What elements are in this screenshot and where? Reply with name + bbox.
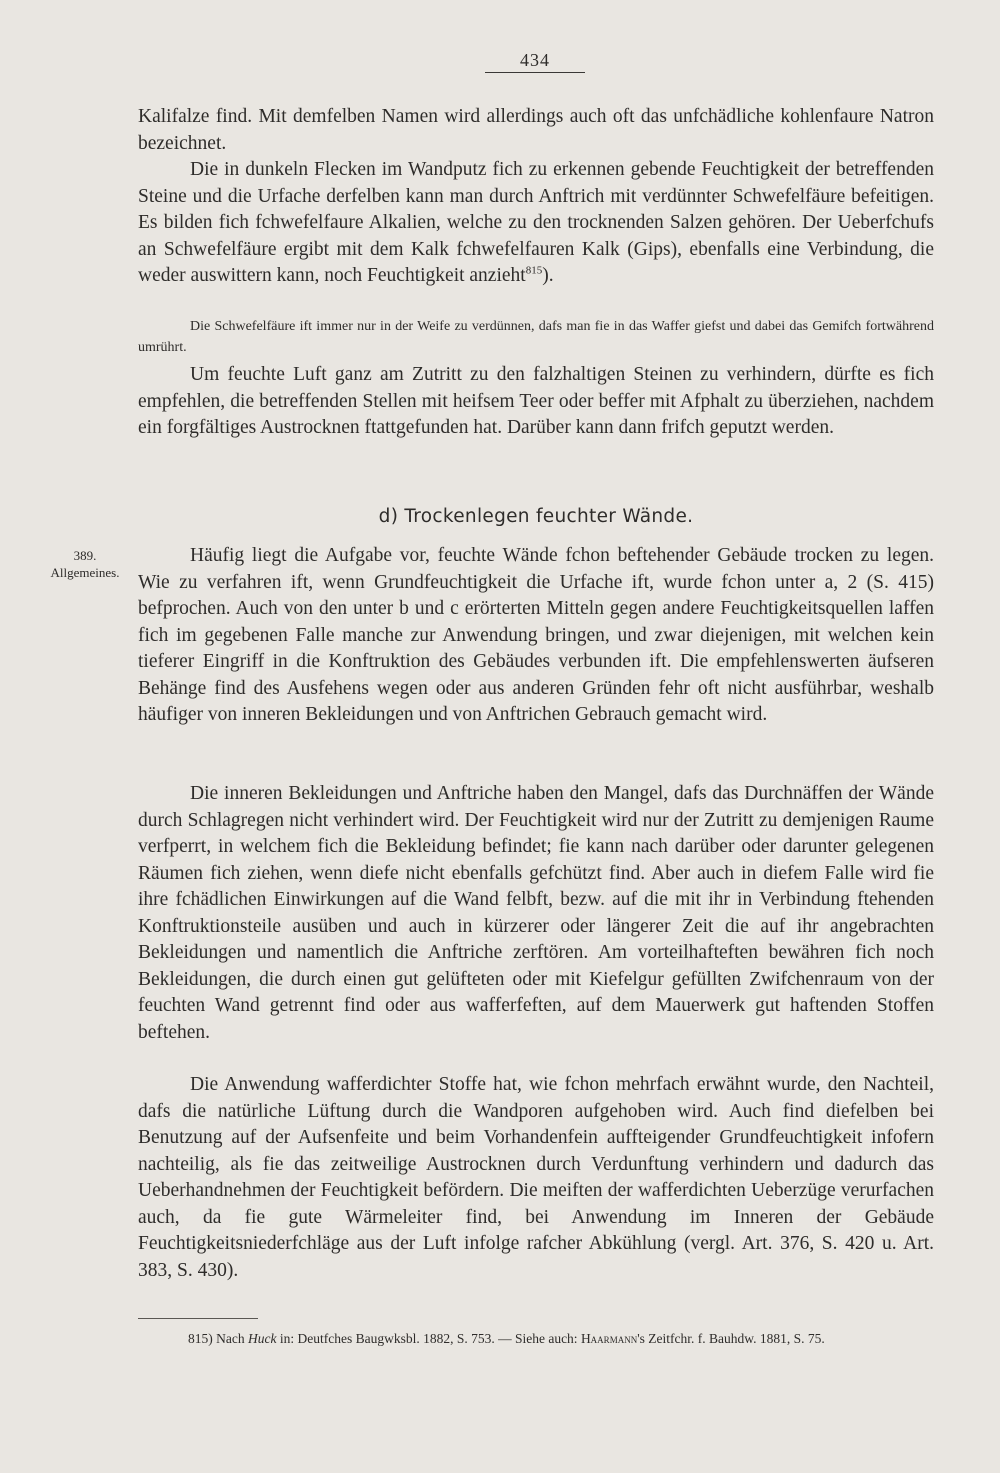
paragraph-schwefelsaeure (138, 157, 934, 290)
paragraph-feuchte-luft: Um feuchte Luft ganz am Zutritt zu den falzhaltigen Steinen zu verhindern, dürfte es fich empfehlen, die betreffenden Stellen mit heifsem Teer oder beffer mit Afphalt zu überziehen, nachdem ein forgfältiges Austrocknen ftattgefunden hat. Darüber kann dann frifch geputzt werden. (138, 364, 934, 438)
paragraph-text: Die in dunkeln Flecken im Wandputz fich zu erkennen gebende Feuchtigkeit der betreffenden Steine und die Urfache derfelben kann man durch Anftrich mit verdünnter Schwefelfäure befeitigen. Es bilden fich fchwefelfaure Alkalien, welche zu den trocknenden Salzen gehören. Der Ueberfchufs an Schwefelfäure ergibt mit dem Kalk fchwefelfauren Kalk (Gips), ebenfalls eine Verbindung, die weder auswittern kann, noch Feuchtigkeit anzieht (138, 159, 934, 286)
margin-article-number: 389. (73, 548, 97, 563)
paragraph-wasserdichte-stoffe: Die Anwendung wafferdichter Stoffe hat, wie fchon mehrfach erwähnt wurde, den Nachteil, dafs die natürliche Lüftung durch die Wandporen aufgehoben wird. Auch find diefelben bei Benutzung auf der Aufsenfeite und beim Vorhandenfein auffteigender Grundfeuchtigkeit infofern nachteilig, als fie das zeitweilige Austrocknen durch Verdunftung verhindern und dadurch das Ueberhandnehmen der Feuchtigkeit befördern. Die meiften der wafferdichten Ueberzüge verurfachen auch, da fie gute Wärmeleiter find, bei Anwendung im Inneren der Gebäude Feuchtigkeitsniederfchläge aus der Luft infolge rafcher Abkühlung (vergl. Art. 376, S. 420 u. Art. 383, S. 430). (138, 1074, 934, 1281)
footnote-text-after: 's Zeitfchr. f. Bauhdw. 1881, S. 75. (637, 1331, 825, 1346)
footnote-text-mid: in: Deutfches Baugwksbl. 1882, S. 753. — Siehe auch: (279, 1331, 578, 1346)
margin-article-label: Allgemeines. (50, 565, 120, 580)
footnote-reference: 815 (525, 264, 543, 277)
footnote-text-before: Nach (216, 1331, 245, 1346)
footnote (188, 1330, 948, 1348)
footnote-marker: 815) (188, 1331, 213, 1346)
paragraph-end: ). (542, 265, 554, 286)
footnote-rule (138, 1318, 258, 1319)
paragraph-haeufig: Häufig liegt die Aufgabe vor, feuchte Wände fchon beftehender Gebäude trocken zu legen. Wie zu verfahren ift, wenn Grundfeuchtigkeit die Urfache ift, wurde fchon unter a, 2 (S. 415) befprochen. Auch von den unter b und c erörterten Mitteln gegen andere Feuchtigkeitsquellen laffen fich im gegebenen Falle manche zur Anwendung bringen, und zwar diejenigen, mit welchen kein tieferer Eingriff in die Konftruktion des Gebäudes verbunden ift. Die empfehlenswerten äufseren Behänge find des Ausfehens wegen oder aus anderen Gründen fehr oft nicht ausführbar, weshalb häufiger von inneren Bekleidungen und von Anftrichen Gebrauch gemacht wird. (138, 545, 934, 725)
paragraph-kalisalze: Kalifalze find. Mit demfelben Namen wird allerdings auch oft das unfchädliche kohlenfaure Natron bezeichnet. (138, 106, 934, 154)
small-print-note: Die Schwefelfäure ift immer nur in der Weife zu verdünnen, dafs man fie in das Waffer giefst und dabei das Gemifch fortwährend umrührt. (138, 319, 934, 355)
paragraph-innere-bekleidungen: Die inneren Bekleidungen und Anftriche haben den Mangel, dafs das Durchnäffen der Wände durch Schlagregen nicht verhindert wird. Der Feuchtigkeit wird nur der Zutritt zu demjenigen Raume verfperrt, in welchem fich die Bekleidung befindet; fie kann nach darüber oder darunter gelegenen Räumen fich ziehen, wenn diefe nicht ebenfalls gefchützt find. Aber auch in diefem Falle wird fie ihre fchädlichen Einwirkungen auf die Wand felbft, bezw. auf die mit ihr in Verbindung ftehenden Konftruktionsteile ausüben und auch in kürzerer oder längerer Zeit die auf ihr angebrachten Bekleidungen und namentlich die Anftriche zerftören. Am vorteilhafteften bewähren fich noch Bekleidungen, die durch einen gut gelüfteten oder mit Kiefelgur gefüllten Zwifchenraum von der feuchten Wand getrennt find oder aus wafferfeften, auf dem Mauerwerk gut haftenden Stoffen beftehen. (138, 783, 934, 1043)
page-number-rule (485, 72, 585, 73)
footnote-name: Haarmann (580, 1331, 638, 1346)
page-number: 434 (520, 50, 550, 70)
section-heading: d) Trockenlegen feuchter Wände. (378, 506, 694, 527)
footnote-author: Huck (247, 1331, 277, 1346)
